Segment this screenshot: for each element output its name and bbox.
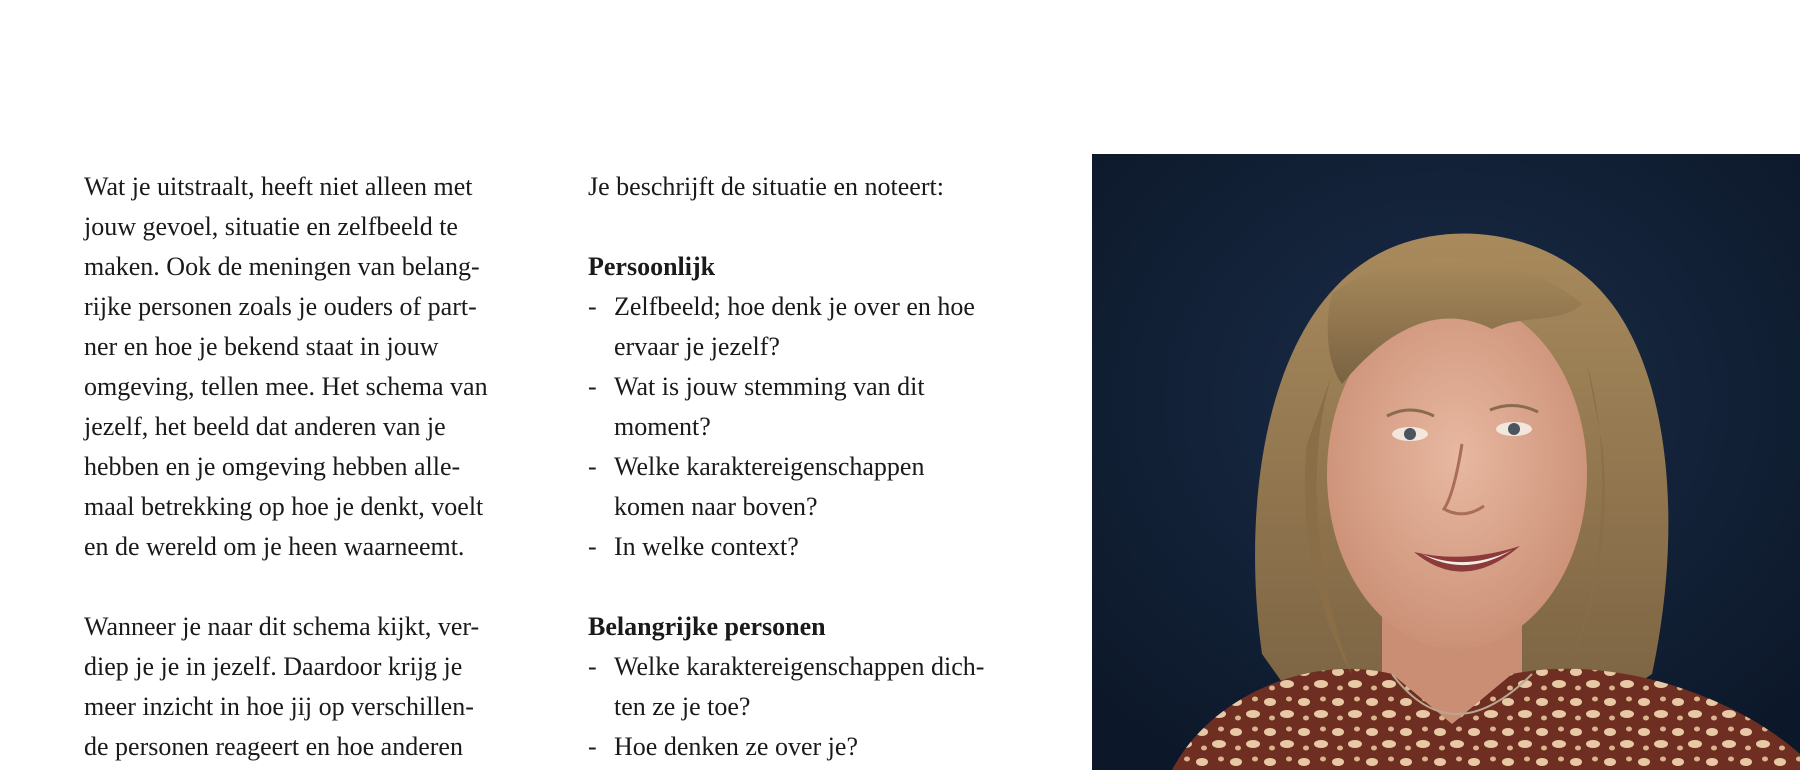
- list-item: [588, 647, 1068, 727]
- text-line: Wat je uitstraalt, heeft niet alleen met: [84, 172, 473, 201]
- left-column: [84, 167, 554, 767]
- text-line: en de wereld om je heen waarneemt.: [84, 532, 465, 561]
- text-line: jouw gevoel, situatie en zelfbeeld te: [84, 212, 458, 241]
- right-column: [588, 167, 1068, 767]
- intro-text: Je beschrijft de situatie en noteert:: [588, 172, 944, 201]
- list-item-text: - Wat is jouw stemming van dit: [588, 367, 1068, 407]
- list-item-text: - Zelfbeeld; hoe denk je over en hoe: [588, 287, 1068, 327]
- paragraph-1: [84, 167, 554, 567]
- list-item-text: - Hoe denken ze over je?: [588, 727, 1068, 767]
- section-heading-belangrijke-personen: Belangrijke personen: [588, 612, 826, 641]
- list-item: [588, 367, 1068, 447]
- list-item: [588, 287, 1068, 367]
- list-item: [588, 447, 1068, 527]
- list-item-text: ervaar je jezelf?: [614, 332, 780, 361]
- text-line: Wanneer je naar dit schema kijkt, ver-: [84, 612, 480, 641]
- text-line: hebben en je omgeving hebben alle-: [84, 452, 461, 481]
- text-line: de personen reageert en hoe anderen: [84, 732, 463, 761]
- list-item-text: ten ze je toe?: [614, 692, 751, 721]
- list-item: [588, 527, 1068, 567]
- list-item-text: - In welke context?: [588, 527, 1068, 567]
- portrait-illustration: [1092, 154, 1800, 770]
- list-persoonlijk: [588, 287, 1068, 567]
- paragraph-2: [84, 607, 554, 767]
- list-item: [588, 727, 1068, 767]
- text-line: ner en hoe je bekend staat in jouw: [84, 332, 439, 361]
- list-item-text: - Welke karaktereigenschappen dich-: [588, 647, 1068, 687]
- text-line: maken. Ook de meningen van belang-: [84, 252, 480, 281]
- text-line: maal betrekking op hoe je denkt, voelt: [84, 492, 484, 521]
- portrait-photo: [1092, 154, 1800, 770]
- list-item-text: moment?: [614, 412, 711, 441]
- text-line: diep je je in jezelf. Daardoor krijg je: [84, 652, 463, 681]
- text-line: rijke personen zoals je ouders of part-: [84, 292, 477, 321]
- list-belangrijke-personen: [588, 647, 1068, 767]
- list-item-text: - Welke karaktereigenschappen: [588, 447, 1068, 487]
- text-line: jezelf, het beeld dat anderen van je: [84, 412, 446, 441]
- text-line: meer inzicht in hoe jij op verschillen-: [84, 692, 474, 721]
- text-line: omgeving, tellen mee. Het schema van: [84, 372, 488, 401]
- list-item-text: komen naar boven?: [614, 492, 818, 521]
- section-heading-persoonlijk: Persoonlijk: [588, 252, 716, 281]
